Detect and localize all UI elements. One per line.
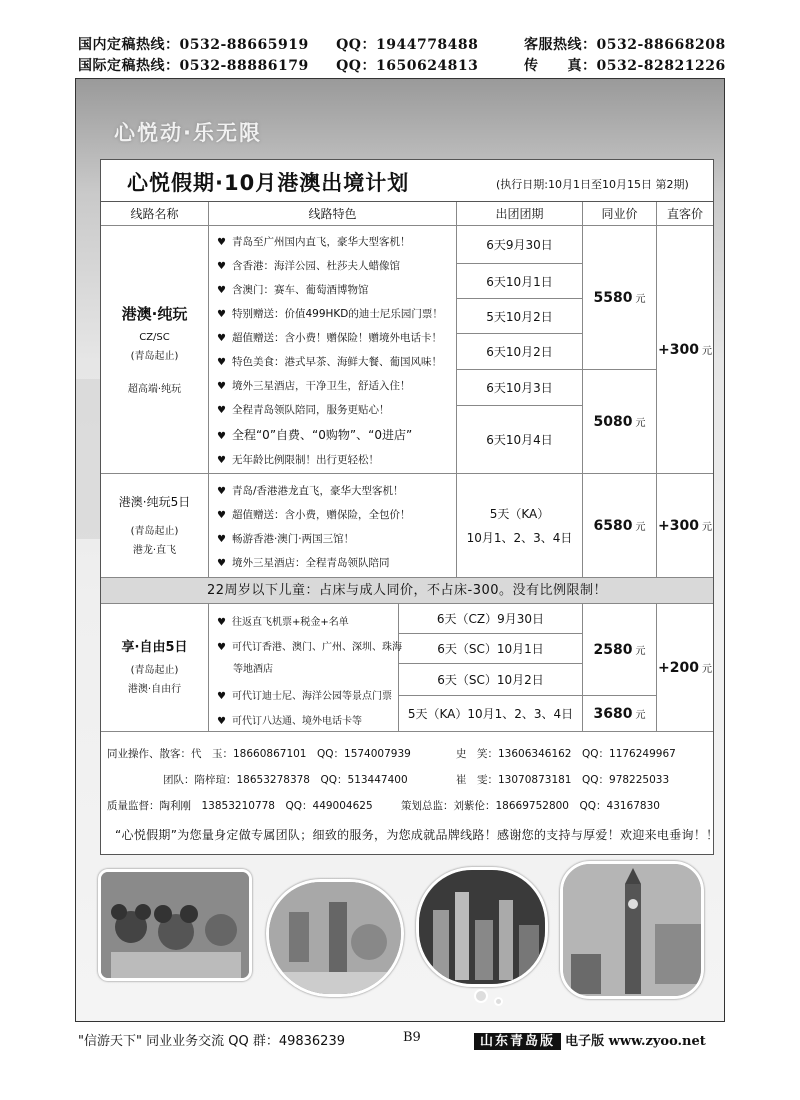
route3-feature: ♥ 可代订迪士尼、海洋公园等景点门票	[217, 691, 392, 702]
heart-icon: ♥	[217, 534, 226, 545]
ad-frame	[75, 78, 725, 1022]
route1-feature: ♥ 超值赠送：含小费！赠保险！赠境外电话卡！	[217, 332, 442, 344]
clock-tower-photo	[560, 861, 704, 999]
route1-feature: ♥ 境外三星酒店，干净卫生，舒适入住！	[217, 380, 411, 392]
heart-icon: ♥	[217, 381, 226, 392]
cloud-photo	[416, 867, 548, 987]
disney-photo	[98, 869, 252, 981]
edition-badge: 山东青岛版	[474, 1033, 561, 1050]
decor-bubble	[474, 989, 488, 1003]
route1-name: 港澳·纯玩	[121, 304, 188, 323]
route2-depart: (青岛起止)	[130, 525, 179, 537]
tour-plan-table	[100, 159, 719, 855]
route1-date: 6天10月3日	[457, 370, 583, 406]
route1-name-cell	[101, 226, 209, 474]
heart-icon: ♥	[217, 716, 226, 727]
header-dates: 出团团期	[457, 202, 583, 226]
contact-line: 史 笑：13606346162 QQ：1176249967	[456, 748, 676, 760]
intl-hotline	[78, 55, 478, 75]
heart-icon: ♥	[217, 261, 226, 272]
heart-photo	[266, 879, 404, 997]
route2-feature: ♥ 畅游香港·澳门·两国三馆！	[217, 533, 355, 545]
contact-line: 策划总监：刘紫伦：18669752800 QQ：43167830	[401, 800, 660, 812]
route2-feature: ♥ 超值赠送：含小费，赠保险，全包价！	[217, 509, 411, 521]
route3-name: 享·自由5日	[121, 640, 188, 656]
heart-icon: ♥	[217, 510, 226, 521]
heart-icon: ♥	[217, 617, 226, 628]
route2-date-list: 10月1、2、3、4日	[466, 530, 573, 545]
child-policy-note: 22周岁以下儿童：占床与成人同价，不占床-300。没有比例限制！	[101, 578, 713, 604]
route1-date: 6天10月2日	[457, 334, 583, 370]
route1-tag: 超高端·纯玩	[127, 384, 182, 396]
service-hotline: 客服热线：0532-88668208	[524, 37, 726, 53]
route1-trade-price-a: 5580 元	[583, 226, 657, 370]
route3-date: 6天（SC）10月1日	[399, 634, 583, 664]
contact-line: 崔 雯：13070873181 QQ：978225033	[456, 774, 670, 786]
heart-icon: ♥	[217, 285, 226, 296]
route1-feature: ♥ 无年龄比例限制！出行更轻松！	[217, 454, 379, 466]
heart-icon: ♥	[217, 309, 226, 320]
fax-line: 传 真：0532-82821226	[524, 58, 726, 74]
contact-line: 同业操作、散客：代 玉：18660867101 QQ：1574007939	[107, 748, 411, 760]
clock-tower-image	[563, 864, 704, 999]
route2-feature: ♥ 青岛/香港港龙直飞，豪华大型客机！	[217, 485, 404, 497]
route1-feature: ♥ 青岛至广州国内直飞，豪华大型客机！	[217, 236, 411, 248]
route1-trade-price-b: 5080 元	[583, 370, 657, 474]
header-features: 线路特色	[209, 202, 457, 226]
route3-date: 6天（CZ）9月30日	[399, 604, 583, 634]
header-route-name: 线路名称	[101, 202, 209, 226]
route1-feature: ♥ 特色美食：港式早茶、海鲜大餐、葡国风味！	[217, 356, 442, 368]
heart-icon: ♥	[217, 333, 226, 344]
route3-feature: ♥ 可代订八达通、境外电话卡等	[217, 716, 362, 727]
route1-date: 6天10月4日	[457, 406, 583, 474]
route3-feature: ♥ 可代订香港、澳门、广州、深圳、珠海	[217, 642, 402, 653]
route1-direct-price: +300 元	[657, 226, 713, 474]
route2-name: 港澳·纯玩5日	[118, 495, 191, 510]
route1-date: 6天10月1日	[457, 264, 583, 299]
plan-title: 心悦假期·10月港澳出境计划	[127, 171, 410, 195]
disney-characters-image	[101, 872, 252, 981]
heart-icon: ♥	[217, 237, 226, 248]
route2-date-days: 5天（KA）	[489, 506, 550, 521]
route2-feature: ♥ 境外三星酒店：全程青岛领队陪同	[217, 557, 390, 569]
plan-title-row	[101, 160, 713, 202]
decor-bubble	[494, 997, 503, 1006]
route1-date: 6天9月30日	[457, 226, 583, 264]
contact-line: 团队：隋梓瑄：18653278378 QQ：513447400	[163, 774, 408, 786]
route1-feature: ♥ 特别赠送：价值499HKD的迪士尼乐园门票！	[217, 308, 443, 320]
route2-trade-price: 6580 元	[583, 474, 657, 578]
page-number: B9	[403, 1030, 421, 1045]
heart-icon: ♥	[217, 642, 226, 653]
intl-phone: 国际定稿热线：0532-88886179	[78, 58, 309, 74]
route1-depart: (青岛起止)	[130, 351, 179, 363]
heart-icon: ♥	[217, 455, 226, 466]
heart-icon: ♥	[217, 486, 226, 497]
route1-code: CZ/SC	[139, 332, 170, 344]
contact-line: 质量监督：陶利刚 13853210778 QQ：449004625	[107, 800, 373, 812]
route1-feature: ♥ 全程“0”自费、“0购物”、“0进店”	[217, 428, 413, 442]
qq-group-line: "信游天下" 同业业务交流 QQ 群：49836239	[78, 1034, 345, 1049]
domestic-phone: 国内定稿热线：0532-88665919	[78, 37, 309, 53]
domestic-hotline	[78, 34, 478, 54]
route3-feature: 等地酒店	[233, 664, 273, 675]
heart-icon: ♥	[217, 691, 226, 702]
background-building	[76, 379, 100, 539]
route3-depart: (青岛起止)	[130, 664, 179, 676]
header-trade-price: 同业价	[583, 202, 657, 226]
route1-feature: ♥ 全程青岛领队陪同，服务更贴心！	[217, 404, 390, 416]
plan-subtitle: (执行日期:10月1日至10月15日 第2期)	[496, 178, 689, 191]
heart-icon: ♥	[217, 405, 226, 416]
route1-feature: ♥ 含香港：海洋公园、杜莎夫人蜡像馆	[217, 260, 400, 272]
site-url: 电子版 www.zyoo.net	[565, 1034, 706, 1049]
route3-direct-price: +200 元	[657, 604, 713, 732]
route3-trade-price-b: 3680 元	[583, 696, 657, 732]
slogan: 心悦动·乐无限	[114, 121, 262, 145]
route3-date: 5天（KA）10月1、2、3、4日	[399, 696, 583, 732]
route1-feature: ♥ 含澳门：赛车、葡萄酒博物馆	[217, 284, 369, 296]
heart-icon: ♥	[217, 558, 226, 569]
route3-date: 6天（SC）10月2日	[399, 664, 583, 696]
header-direct-price: 直客价	[657, 202, 713, 226]
domestic-qq: QQ：1944778488	[336, 37, 479, 53]
route3-name-cell	[101, 604, 209, 732]
route3-feature: ♥ 往返直飞机票+税金+名单	[217, 617, 349, 628]
route2-name-cell	[101, 474, 209, 578]
route1-date: 5天10月2日	[457, 299, 583, 334]
heart-icon: ♥	[217, 357, 226, 368]
theme-park-image	[269, 882, 404, 997]
route2-dates	[457, 474, 583, 578]
route3-tag: 港澳·自由行	[127, 683, 182, 695]
route2-direct-price: +300 元	[657, 474, 713, 578]
footer-slogan: “心悦假期”为您量身定做专属团队；细致的服务，为您成就品牌线路！感谢您的支持与厚爱！欢迎来电垂询！！	[115, 828, 719, 842]
heart-icon: ♥	[217, 431, 226, 442]
hong-kong-skyline-image	[419, 870, 548, 987]
route2-tag: 港龙·直飞	[132, 544, 177, 556]
edition-info	[474, 1030, 706, 1049]
intl-qq: QQ：1650624813	[336, 58, 479, 74]
route3-trade-price-a: 2580 元	[583, 604, 657, 696]
